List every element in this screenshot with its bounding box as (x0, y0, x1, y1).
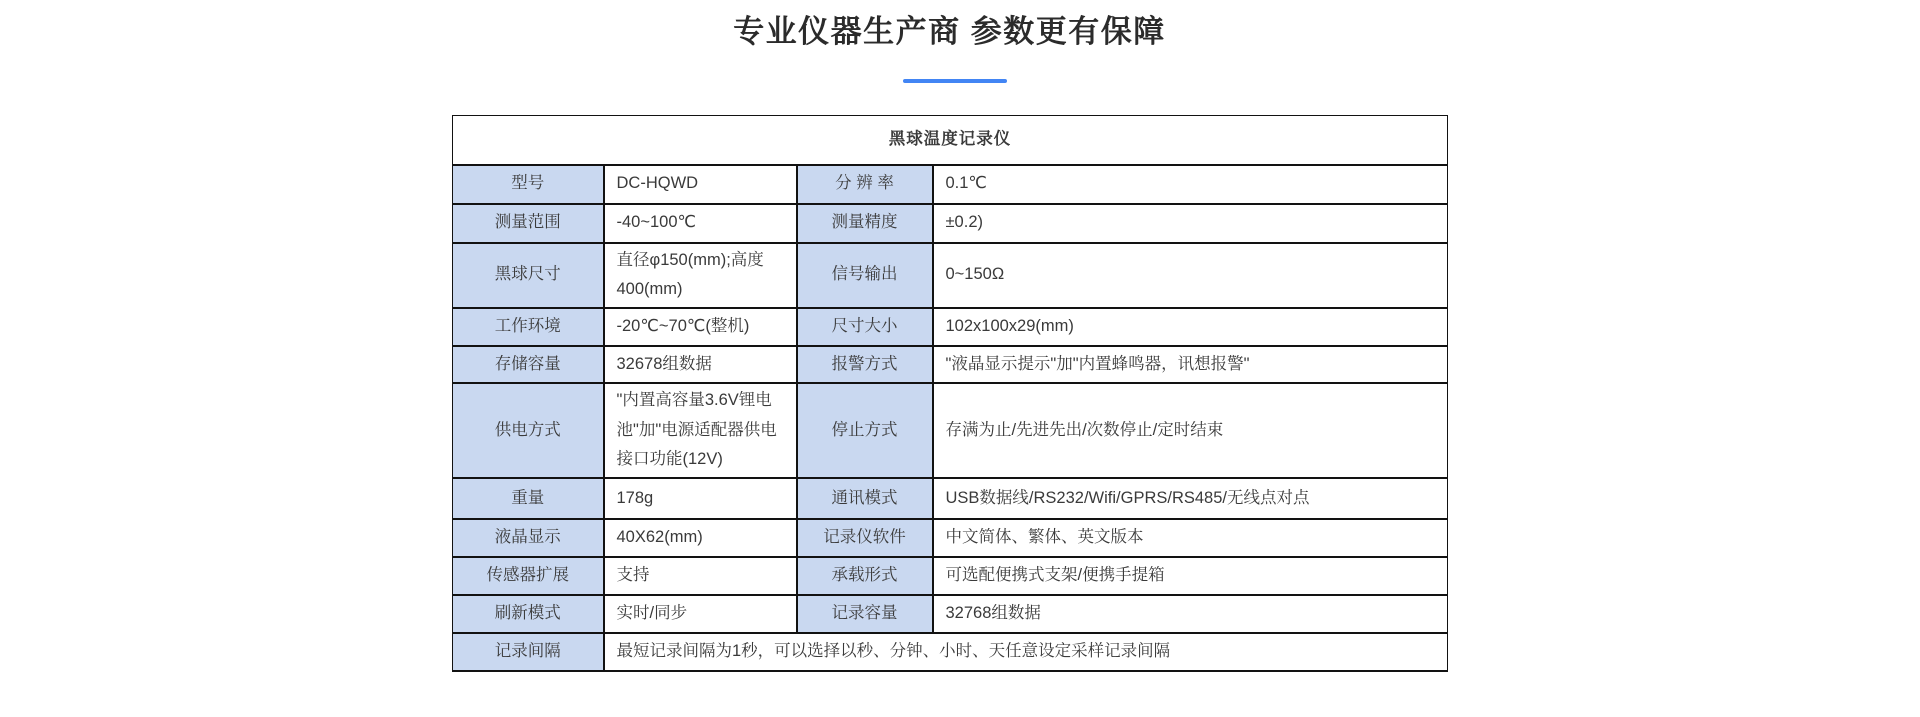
spec-value: 0.1℃ (933, 165, 1448, 204)
spec-label: 重量 (453, 478, 604, 519)
spec-value: -40~100℃ (604, 204, 797, 243)
spec-value: 0~150Ω (933, 243, 1448, 308)
table-row (453, 165, 1448, 204)
spec-value: "内置高容量3.6V锂电池"加"电源适配器供电接口功能(12V) (604, 383, 797, 478)
spec-value: 实时/同步 (604, 595, 797, 633)
table-footer-row (453, 633, 1448, 671)
spec-table (452, 115, 1448, 672)
spec-value: 可选配便携式支架/便携手提箱 (933, 557, 1448, 595)
spec-label: 液晶显示 (453, 519, 604, 557)
spec-value: 直径φ150(mm);高度 400(mm) (604, 243, 797, 308)
table-title: 黑球温度记录仪 (453, 116, 1448, 165)
spec-value: 40X62(mm) (604, 519, 797, 557)
spec-value: USB数据线/RS232/Wifi/GPRS/RS485/无线点对点 (933, 478, 1448, 519)
spec-label: 报警方式 (797, 346, 933, 383)
spec-label: 传感器扩展 (453, 557, 604, 595)
spec-label: 承载形式 (797, 557, 933, 595)
title-underline (903, 79, 1007, 83)
spec-value: DC-HQWD (604, 165, 797, 204)
spec-value: 32678组数据 (604, 346, 797, 383)
spec-value: 102x100x29(mm) (933, 308, 1448, 346)
spec-value: 存满为止/先进先出/次数停止/定时结束 (933, 383, 1448, 478)
page-title: 专业仪器生产商 参数更有保障 (733, 14, 1166, 49)
spec-value: "液晶显示提示"加"内置蜂鸣器，讯想报警" (933, 346, 1448, 383)
table-row (453, 383, 1448, 478)
footer-value: 最短记录间隔为1秒，可以选择以秒、分钟、小时、天任意设定采样记录间隔 (604, 633, 1448, 671)
spec-label: 信号输出 (797, 243, 933, 308)
spec-value: -20℃~70℃(整机) (604, 308, 797, 346)
spec-label: 记录容量 (797, 595, 933, 633)
table-row (453, 557, 1448, 595)
spec-label: 尺寸大小 (797, 308, 933, 346)
table-row (453, 595, 1448, 633)
spec-label: 测量精度 (797, 204, 933, 243)
table-row (453, 519, 1448, 557)
spec-label: 黑球尺寸 (453, 243, 604, 308)
table-row (453, 204, 1448, 243)
spec-value: 中文简体、繁体、英文版本 (933, 519, 1448, 557)
spec-label: 记录仪软件 (797, 519, 933, 557)
content-area (452, 0, 1447, 717)
spec-label: 刷新模式 (453, 595, 604, 633)
footer-label: 记录间隔 (453, 633, 604, 671)
spec-label: 停止方式 (797, 383, 933, 478)
spec-label: 供电方式 (453, 383, 604, 478)
spec-label: 分 辨 率 (797, 165, 933, 204)
spec-label: 测量范围 (453, 204, 604, 243)
table-row (453, 346, 1448, 383)
spec-value: ±0.2) (933, 204, 1448, 243)
table-row (453, 308, 1448, 346)
spec-value: 178g (604, 478, 797, 519)
table-header-row (453, 116, 1448, 165)
spec-label: 存储容量 (453, 346, 604, 383)
spec-label: 通讯模式 (797, 478, 933, 519)
table-row (453, 478, 1448, 519)
table-row (453, 243, 1448, 308)
spec-label: 型号 (453, 165, 604, 204)
spec-value: 32768组数据 (933, 595, 1448, 633)
spec-value: 支持 (604, 557, 797, 595)
spec-label: 工作环境 (453, 308, 604, 346)
